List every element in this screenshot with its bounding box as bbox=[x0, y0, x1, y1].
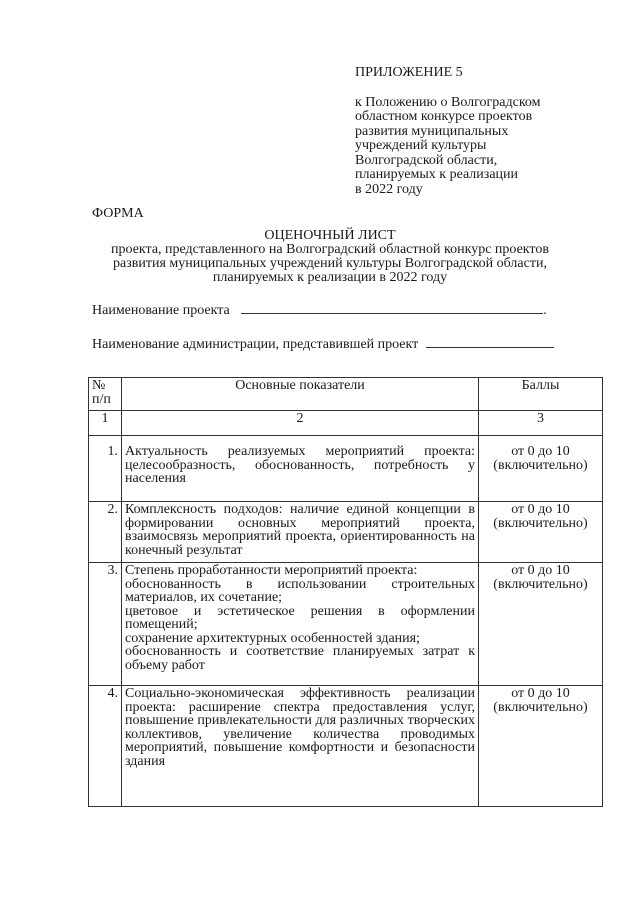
header-score: Баллы bbox=[479, 378, 603, 411]
annex-line: областном конкурсе проектов bbox=[355, 109, 533, 124]
project-name-field bbox=[92, 301, 547, 319]
row-criterion: Актуальность реализуемых мероприятий проекта: целесообразность, обоснованность, потребность у населения bbox=[122, 436, 479, 502]
score-range: от 0 до 10 bbox=[511, 563, 570, 578]
title-line: планируемых к реализации в 2022 году bbox=[212, 270, 448, 285]
table-row bbox=[89, 502, 603, 563]
title-main: ОЦЕНОЧНЫЙ ЛИСТ bbox=[264, 228, 396, 243]
criterion-line: Степень проработанности мероприятий проекта: bbox=[125, 563, 418, 578]
row-num: 3. bbox=[89, 563, 122, 686]
table-row bbox=[89, 563, 603, 686]
annex-line: в 2022 году bbox=[355, 181, 423, 197]
document-title bbox=[80, 229, 580, 285]
row-criterion bbox=[122, 563, 479, 686]
score-note: (включительно) bbox=[493, 576, 588, 592]
header-main: Основные показатели bbox=[122, 378, 479, 411]
score-range: от 0 до 10 bbox=[511, 444, 570, 459]
table-header-row bbox=[89, 378, 603, 411]
colnum-1: 1 bbox=[89, 411, 122, 436]
row-score bbox=[479, 686, 603, 807]
annex-block bbox=[355, 66, 625, 197]
form-label: ФОРМА bbox=[92, 206, 144, 221]
project-name-label: Наименование проекта bbox=[92, 303, 230, 318]
row-num: 2. bbox=[89, 502, 122, 563]
annex-line: к Положению о Волгоградском bbox=[355, 94, 541, 110]
admin-name-blank[interactable] bbox=[426, 335, 554, 348]
criterion-line: обоснованность и соответствие планируемых затрат к объему работ bbox=[125, 644, 475, 673]
admin-name-field bbox=[92, 335, 554, 353]
row-score bbox=[479, 436, 603, 502]
score-note: (включительно) bbox=[493, 699, 588, 715]
project-name-end: . bbox=[543, 303, 547, 318]
title-line: развития муниципальных учреждений культуры Волгоградской области, bbox=[113, 256, 547, 271]
criterion-line: обоснованность в использовании строительных материалов, их сочетание; bbox=[125, 576, 475, 605]
score-range: от 0 до 10 bbox=[511, 502, 570, 517]
admin-name-label: Наименование администрации, представившей проект bbox=[92, 337, 419, 352]
row-num: 1. bbox=[89, 436, 122, 502]
annex-line: планируемых к реализации bbox=[355, 167, 519, 182]
table-row bbox=[89, 686, 603, 807]
annex-title: ПРИЛОЖЕНИЕ 5 bbox=[355, 65, 463, 80]
title-line: проекта, представленного на Волгоградский областной конкурс проектов bbox=[111, 242, 549, 257]
project-name-blank[interactable] bbox=[241, 301, 543, 314]
annex-line: Волгоградской области, bbox=[355, 152, 498, 168]
colnum-3: 3 bbox=[479, 411, 603, 436]
score-range: от 0 до 10 bbox=[511, 686, 570, 701]
table-row bbox=[89, 436, 603, 502]
evaluation-table bbox=[88, 377, 603, 807]
header-num: № п/п bbox=[89, 378, 122, 411]
row-criterion: Комплексность подходов: наличие единой концепции в формировании основных мероприятий проекта, взаимосвязь мероприятий проекта, ориентированность на конечный результат bbox=[122, 502, 479, 563]
score-note: (включительно) bbox=[493, 457, 588, 473]
criterion-line: цветовое и эстетическое решения в оформлении помещений; bbox=[125, 603, 475, 632]
criterion-line: сохранение архитектурных особенностей здания; bbox=[125, 630, 420, 646]
colnum-2: 2 bbox=[122, 411, 479, 436]
row-score bbox=[479, 563, 603, 686]
row-score bbox=[479, 502, 603, 563]
annex-line: развития муниципальных bbox=[355, 123, 509, 139]
score-note: (включительно) bbox=[493, 515, 588, 531]
column-numbers-row bbox=[89, 411, 603, 436]
row-num: 4. bbox=[89, 686, 122, 807]
annex-line: учреждений культуры bbox=[355, 138, 487, 153]
row-criterion: Социально-экономическая эффективность реализации проекта: расширение спектра предоставления услуг, повышение привлекательности для различных творческих коллективов, увеличение количества проводимых мероприятий, повышение комфортности и безопасности здания bbox=[122, 686, 479, 807]
